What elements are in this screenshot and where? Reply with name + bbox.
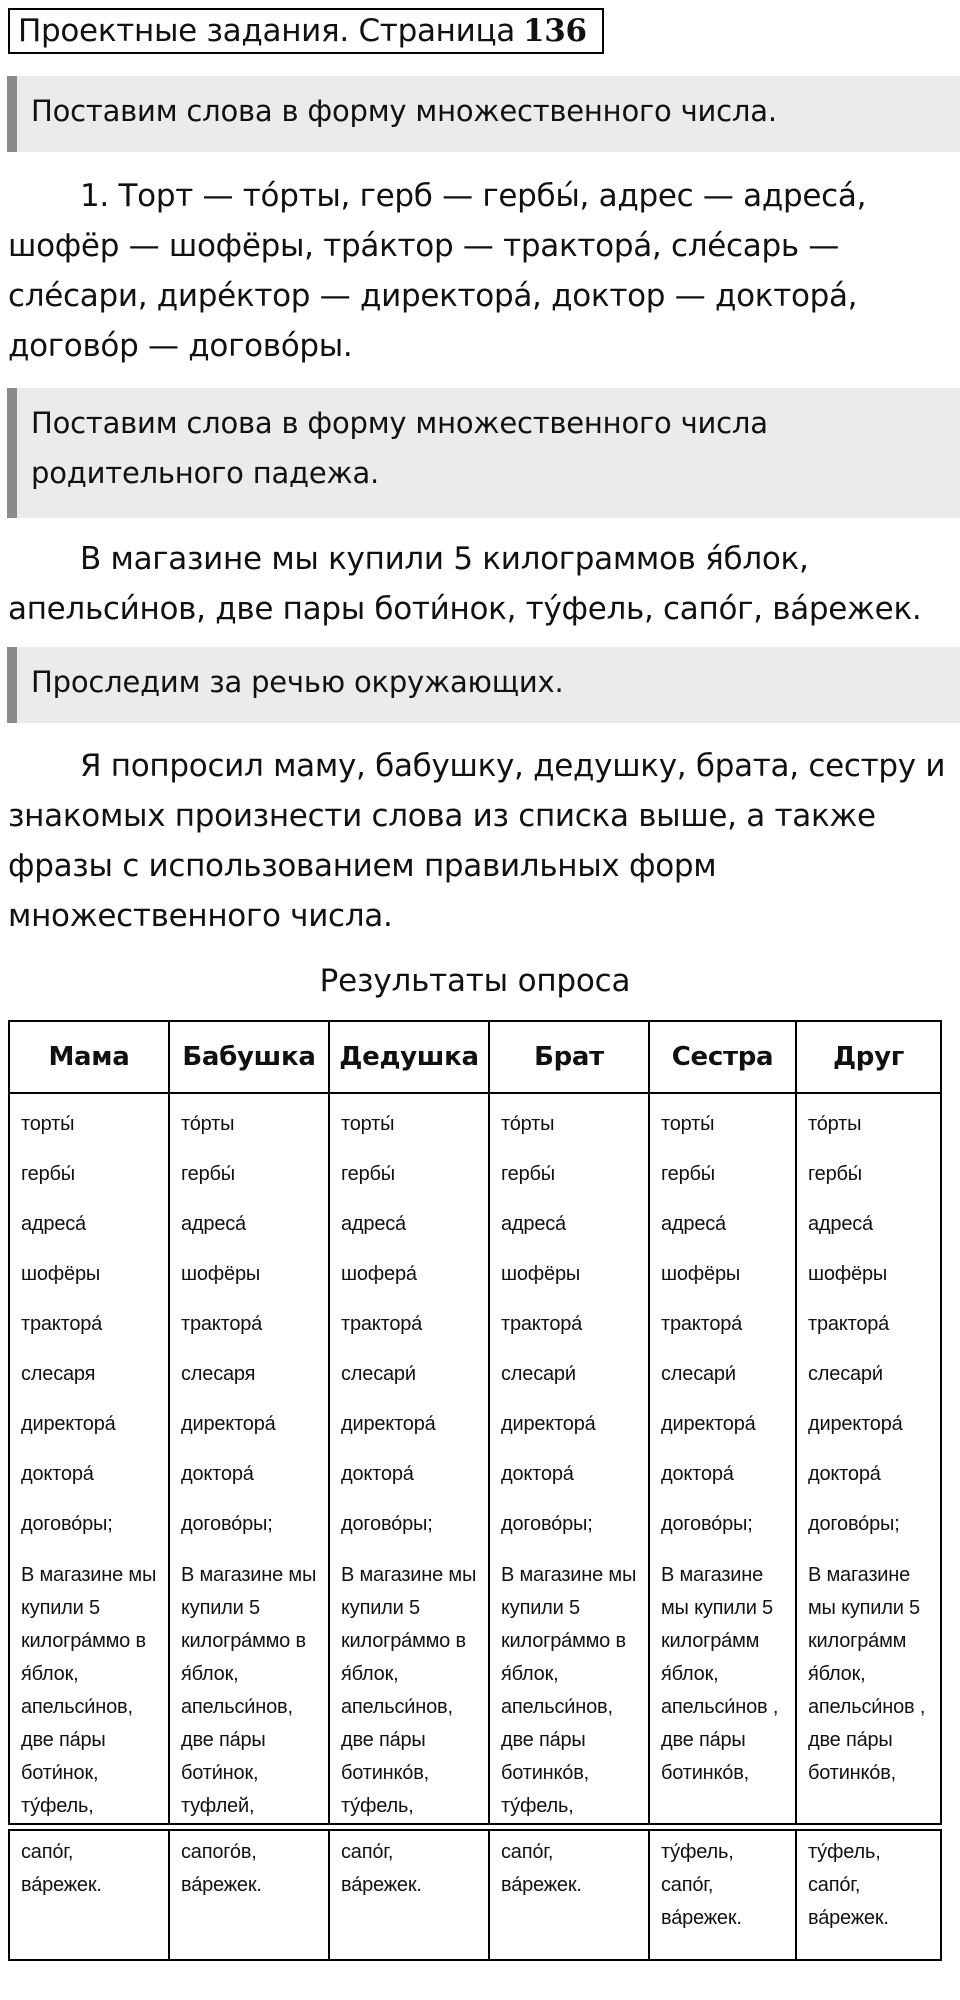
word-form: директора́	[501, 1413, 596, 1435]
word-form: шофёры	[808, 1263, 888, 1285]
word-form: доктора́	[21, 1463, 94, 1485]
answer-paragraph-survey: Я попросил маму, бабушку, дедушку, брата, сестру и знакомых произнести слова из списка выше, а также фразы с использованием правильных форм множественного числа.	[8, 748, 946, 934]
column-header-sestra: Сестра	[649, 1021, 796, 1093]
page-header-title: Проектные задания. Страница	[18, 13, 515, 49]
word-form: ва́режек.	[341, 1874, 422, 1896]
word-form: гербы́	[808, 1163, 862, 1185]
task-heading-survey: Проследим за речью окружающих.	[7, 647, 960, 723]
column-header-drug: Друг	[796, 1021, 941, 1093]
word-form: торты́	[661, 1113, 715, 1135]
survey-caption: Результаты опроса	[319, 963, 631, 999]
word-form: ва́режек.	[808, 1907, 889, 1929]
word-form: шофёры	[181, 1263, 261, 1285]
word-form: адреса́	[21, 1213, 86, 1235]
table-cell	[169, 1093, 329, 1824]
word-form: трактора́	[181, 1313, 263, 1335]
word-form: догово́ры;	[341, 1513, 433, 1535]
word-form: то́рты	[501, 1113, 555, 1135]
survey-results-table	[8, 1020, 942, 1961]
word-form: слесари́	[341, 1363, 416, 1385]
word-form: адреса́	[808, 1213, 873, 1235]
column-header-brat: Брат	[489, 1021, 649, 1093]
table-cell-continuation	[489, 1830, 649, 1960]
word-form: догово́ры;	[501, 1513, 593, 1535]
word-form: сапо́г,	[808, 1874, 861, 1896]
table-cell	[329, 1093, 489, 1824]
word-form: доктора́	[341, 1463, 414, 1485]
word-form: трактора́	[501, 1313, 583, 1335]
word-form: торты́	[341, 1113, 395, 1135]
sentence-text: В магазине мы купили 5 килогра́ммо в я́блок, апельси́нов, две па́ры ботинко́в, ту́фель,	[501, 1564, 637, 1817]
word-form: ва́режек.	[661, 1907, 742, 1929]
answer-paragraph-genitive: В магазине мы купили 5 килограммов я́блок, апельси́нов, две пары боти́нок, ту́фель, сапо́г, ва́режек.	[8, 541, 922, 627]
word-form: шофёры	[501, 1263, 581, 1285]
word-form: трактора́	[661, 1313, 743, 1335]
page-header	[8, 8, 604, 54]
word-form: гербы́	[181, 1163, 235, 1185]
word-form: гербы́	[21, 1163, 75, 1185]
word-form: слесари́	[661, 1363, 736, 1385]
word-form: догово́ры;	[808, 1513, 900, 1535]
task-heading-genitive: Поставим слова в форму множественного числа родительного падежа.	[7, 388, 960, 518]
word-form: догово́ры;	[661, 1513, 753, 1535]
table-cell-continuation	[649, 1830, 796, 1960]
word-form: директора́	[808, 1413, 903, 1435]
word-form: гербы́	[501, 1163, 555, 1185]
word-form: адреса́	[181, 1213, 246, 1235]
page-number: 136	[522, 13, 587, 49]
word-form: адреса́	[341, 1213, 406, 1235]
table-cell-continuation	[329, 1830, 489, 1960]
word-form: сапо́г,	[21, 1841, 74, 1863]
table-cell	[489, 1093, 649, 1824]
word-form: сапого́в,	[181, 1841, 257, 1863]
table-cell-continuation	[9, 1830, 169, 1960]
word-form: то́рты	[808, 1113, 862, 1135]
word-form: ва́режек.	[21, 1874, 102, 1896]
task-heading-plural: Поставим слова в форму множественного числа.	[7, 76, 960, 152]
sentence-text: В магазине мы купили 5 килогра́ммо в я́блок, апельси́нов, две па́ры ботинко́в, ту́фель,	[341, 1564, 477, 1817]
word-form: то́рты	[181, 1113, 235, 1135]
sentence-text: В магазине мы купили 5 килогра́мм я́блок, апельси́нов , две па́ры ботинко́в,	[661, 1564, 779, 1784]
word-form: ту́фель,	[661, 1841, 734, 1863]
table-continuation-row	[9, 1830, 941, 1960]
word-form: шофёры	[21, 1263, 101, 1285]
word-form: слесари́	[808, 1363, 883, 1385]
word-form: ва́режек.	[501, 1874, 582, 1896]
word-form: гербы́	[341, 1163, 395, 1185]
table-cell	[649, 1093, 796, 1824]
answer-paragraph-plural: 1. Торт — то́рты, герб — гербы́, адрес — адреса́, шофёр — шофёры, тра́ктор — трактора́, сле́сарь — сле́сари, дире́ктор — директора́, доктор — доктора́, догово́р — догово́ры.	[8, 178, 867, 364]
word-form: слесари́	[501, 1363, 576, 1385]
table-cell-continuation	[169, 1830, 329, 1960]
word-form: доктора́	[661, 1463, 734, 1485]
table-header-row	[9, 1021, 941, 1093]
column-header-babushka: Бабушка	[169, 1021, 329, 1093]
word-form: директора́	[341, 1413, 436, 1435]
column-header-dedushka: Дедушка	[329, 1021, 489, 1093]
word-form: шофера́	[341, 1263, 417, 1285]
word-form: директора́	[181, 1413, 276, 1435]
word-form: директора́	[21, 1413, 116, 1435]
table-cell	[9, 1093, 169, 1824]
table-cell-continuation	[796, 1830, 941, 1960]
table-cell	[796, 1093, 941, 1824]
word-form: директора́	[661, 1413, 756, 1435]
word-form: сапо́г,	[661, 1874, 714, 1896]
word-form: шофёры	[661, 1263, 741, 1285]
word-form: доктора́	[501, 1463, 574, 1485]
word-form: гербы́	[661, 1163, 715, 1185]
sentence-text: В магазине мы купили 5 килогра́мм я́блок, апельси́нов , две па́ры ботинко́в,	[808, 1564, 926, 1784]
word-form: доктора́	[808, 1463, 881, 1485]
word-form: трактора́	[21, 1313, 103, 1335]
word-form: адреса́	[501, 1213, 566, 1235]
word-form: ту́фель,	[808, 1841, 881, 1863]
word-form: слесаря	[181, 1363, 256, 1385]
sentence-text: В магазине мы купили 5 килогра́ммо в я́блок, апельси́нов, две па́ры боти́нок, туфлей,	[181, 1564, 317, 1817]
word-form: доктора́	[181, 1463, 254, 1485]
word-form: догово́ры;	[181, 1513, 273, 1535]
word-form: сапо́г,	[341, 1841, 394, 1863]
table-body-row	[9, 1093, 941, 1824]
word-form: трактора́	[341, 1313, 423, 1335]
word-form: трактора́	[808, 1313, 890, 1335]
word-form: торты́	[21, 1113, 75, 1135]
word-form: сапо́г,	[501, 1841, 554, 1863]
word-form: догово́ры;	[21, 1513, 113, 1535]
word-form: адреса́	[661, 1213, 726, 1235]
column-header-mama: Мама	[9, 1021, 169, 1093]
word-form: слесаря	[21, 1363, 96, 1385]
sentence-text: В магазине мы купили 5 килогра́ммо в я́блок, апельси́нов, две па́ры боти́нок, ту́фель,	[21, 1564, 157, 1817]
word-form: ва́режек.	[181, 1874, 262, 1896]
